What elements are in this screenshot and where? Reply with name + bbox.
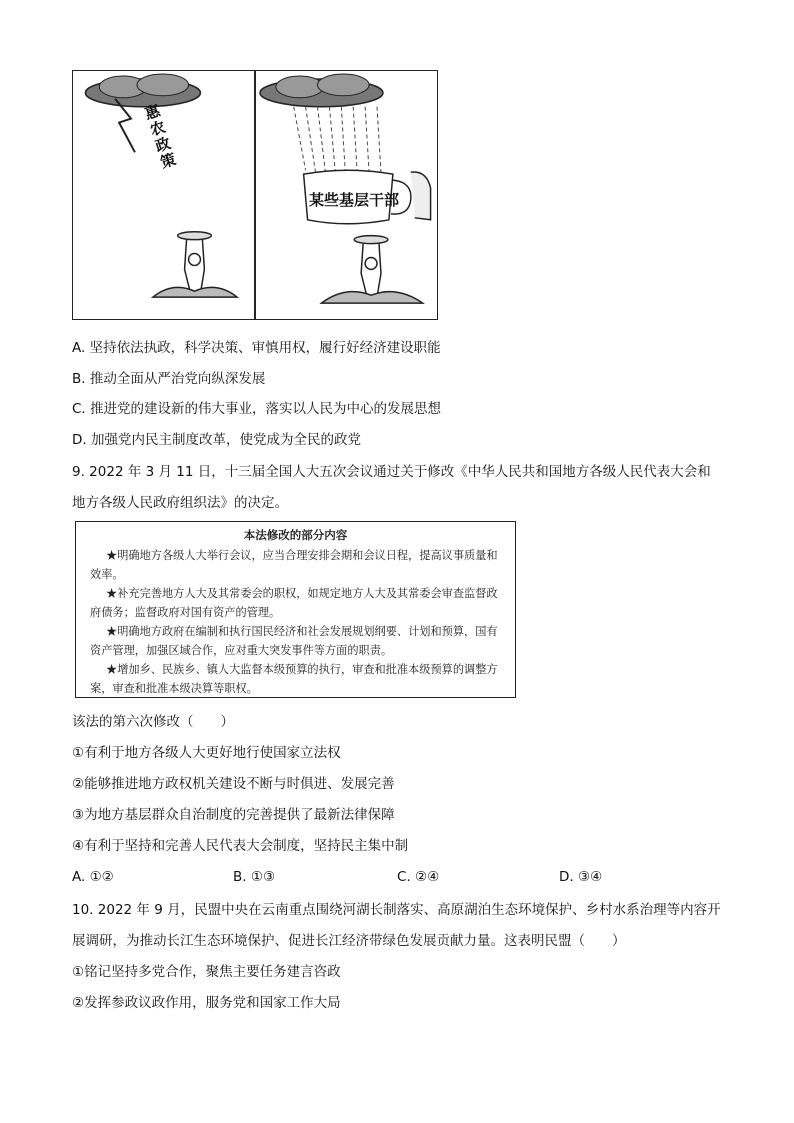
cartoon-illustration [72, 70, 438, 320]
q9-statement-3: ③为地方基层群众自治制度的完善提供了最新法律保障 [72, 807, 395, 823]
q9-statement-2: ②能够推进地方政权机关建设不断与时俱进、发展完善 [72, 776, 395, 792]
cartoon-right-label: 某些基层干部 [309, 191, 400, 209]
q9-question: 该法的第六次修改（ ） [72, 714, 234, 730]
material-item: ★明确地方各级人大举行会议，应当合理安排会期和会议日程，提高议事质量和效率。 [90, 549, 498, 581]
q9-option-c: C. ②④ [397, 869, 440, 885]
q9-option-d: D. ③④ [559, 869, 603, 885]
q10-stem-line2: 展调研，为推动长江生态环境保护、促进长江经济带绿色发展贡献力量。这表明民盟（ ） [72, 933, 626, 949]
material-item: ★补充完善地方人大及其常委会的职权，如规定地方人大及其常委会审查监督政府债务；监督政府对国有资产的管理。 [90, 587, 498, 619]
right-cloud-icon [260, 74, 383, 107]
q9-option-b: B. ①③ [233, 869, 276, 885]
q9-option-a: A. ①② [72, 869, 114, 885]
q8-option-a: A. 坚持依法执政，科学决策、审慎用权，履行好经济建设职能 [72, 340, 441, 356]
q8-option-d: D. 加强党内民主制度改革，使党成为全民的政党 [72, 432, 361, 448]
material-item: ★明确地方政府在编制和执行国民经济和社会发展规划纲要、计划和预算，国有资产管理，加强区域合作，应对重大突发事件等方面的职责。 [90, 625, 498, 657]
left-farmer-icon [153, 232, 237, 297]
q9-statement-4: ④有利于坚持和完善人民代表大会制度，坚持民主集中制 [72, 838, 409, 854]
q10-statement-1: ①铭记坚持多党合作，聚焦主要任务建言咨政 [72, 964, 341, 980]
q9-stem-line2: 地方各级人民政府组织法》的决定。 [72, 495, 288, 511]
rain-icon [294, 107, 381, 172]
right-farmer-icon [321, 236, 422, 303]
cartoon-left-label: 惠农政策 [142, 101, 179, 172]
q8-option-c: C. 推进党的建设新的伟大事业，落实以人民为中心的发展思想 [72, 401, 442, 417]
q8-option-b: B. 推动全面从严治党向纵深发展 [72, 371, 266, 387]
left-cloud-icon [85, 74, 200, 107]
q9-options [72, 869, 712, 887]
q9-statement-1: ①有利于地方各级人大更好地行使国家立法权 [72, 745, 341, 761]
q10-stem-line1: 10. 2022 年 9 月，民盟中央在云南重点围绕河湖长制落实、高原湖泊生态环境保护、乡村水系治理等内容开 [72, 902, 721, 918]
material-item: ★增加乡、民族乡、镇人大监督本级预算的执行，审查和批准本级预算的调整方案，审查和批准本级决算等职权。 [90, 663, 498, 695]
material-box-title: 本法修改的部分内容 [243, 528, 348, 542]
q10-statement-2: ②发挥参政议政作用，服务党和国家工作大局 [72, 995, 341, 1011]
q9-material-box [75, 521, 516, 698]
q9-stem-line1: 9. 2022 年 3 月 11 日，十三届全国人大五次会议通过关于修改《中华人民共和国地方各级人民代表大会和 [72, 464, 711, 480]
